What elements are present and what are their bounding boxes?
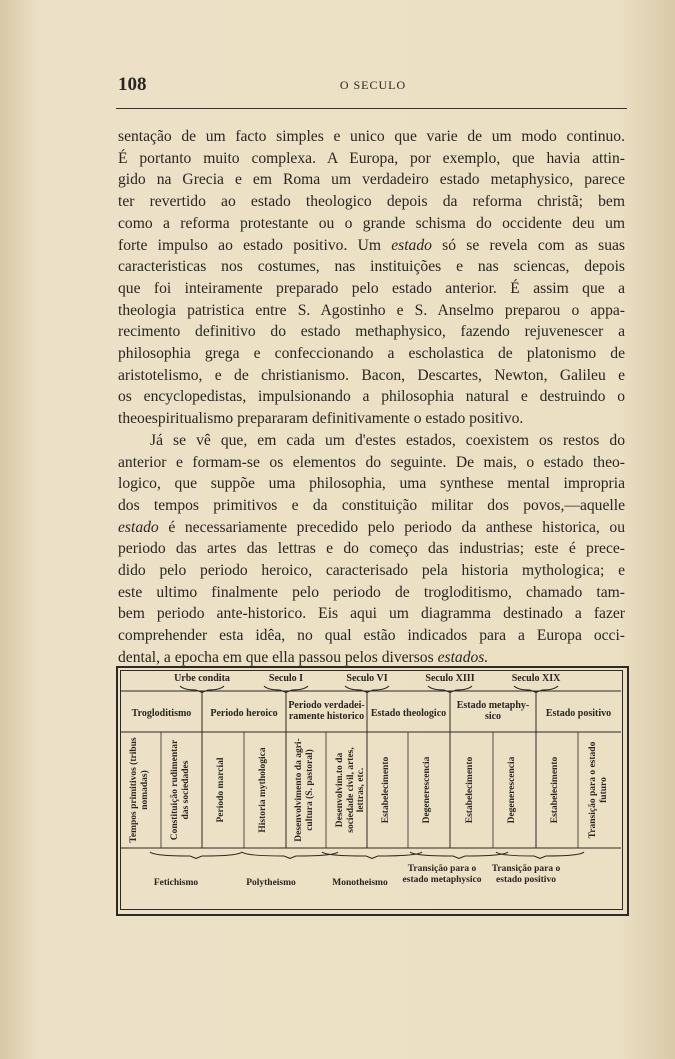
column-label: Tempos primitivos (tribus nomadas) [129, 737, 150, 843]
text-line: estado é necessariamente precedido pelo periodo da anthese historica, ou [118, 518, 625, 536]
text-line: logico, que suppõe uma philosophia, uma synthese mental impropria [118, 475, 625, 493]
period-header: Periodo heroico [210, 708, 278, 719]
period-header: Estado theologico [370, 708, 447, 719]
diagram-brace [150, 852, 242, 858]
column-label: Transição para o estado futuro [588, 741, 609, 839]
top-marker: Seculo VI [346, 673, 388, 684]
text-line: recimento definitivo do estado methaphysico, fazendo rejuvenescer a [118, 323, 625, 341]
text-line: philosophia grega e confeccionando a escholastica de platonismo de [118, 345, 625, 363]
text-line: aristotelismo, e de christianismo. Bacon, Descartes, Newton, Galileu e [118, 366, 625, 384]
history-diagram [116, 666, 629, 916]
column-label: Historia mythologica [258, 747, 268, 833]
column-label: Estabelecimento [465, 756, 475, 824]
text-line: os encyclopedistas, impulsionando a philosophia natural e destruindo o [118, 388, 625, 406]
period-header: Trogloditismo [131, 708, 192, 719]
bottom-label: Monotheismo [332, 878, 388, 888]
emphasis: estado [391, 236, 432, 254]
bottom-label: Transição para o estado positivo [491, 864, 561, 885]
top-marker: Seculo XIX [511, 673, 561, 684]
column-label: Estabelecimento [381, 756, 391, 824]
top-marker: Urbe condita [174, 673, 230, 684]
column-label: Constituição rudimentar das sociedades [170, 739, 191, 841]
bottom-label: Transição para o estado metaphysico [402, 864, 482, 885]
text-line: que foi inteiramente preparado pelo estado anterior. É assim que a [118, 279, 625, 297]
text-line: gido na Grecia e em Roma um verdadeiro estado metaphysico, parece [118, 171, 625, 189]
text-line: este ultimo finalmente pelo periodo de trogloditismo, chamado tam- [118, 583, 625, 601]
text-line: ter revertido ao estado theologico depois da reforma christã; bem [118, 193, 625, 211]
paragraph-2 [118, 430, 625, 669]
column-label: Degenerescencia [422, 756, 432, 824]
text-line: theoespiritualismo prepararam definitivamente o estado positivo. [118, 410, 524, 428]
top-marker: Seculo XIII [425, 673, 475, 684]
page-header [118, 74, 628, 94]
column-label: Desenvolvimento da agri-cultura (S. pastoral) [294, 738, 315, 842]
bottom-label: Fetichismo [153, 878, 199, 888]
column-label: Desenvolvim.to da sociedade civil, artes, lettras, etc. [335, 747, 366, 833]
period-header: Estado metaphy- sico [456, 700, 530, 722]
diagram-brace [410, 852, 508, 858]
text-line: dos tempos primitivos e da constituição militar dos povos,—aquelle [118, 496, 625, 514]
text-line: bem periodo ante-historico. Eis aqui um diagramma destinado a fazer [118, 605, 625, 623]
text-line: anterior e formam-se os elementos do seguinte. De mais, o estado theo- [118, 453, 625, 471]
emphasis: estado [118, 518, 159, 536]
text-line: dido pelo periodo heroico, caracterisado pela historia mythologica; e [118, 562, 625, 580]
bottom-label: Polytheismo [246, 878, 296, 888]
column-label: Estabelecimento [550, 756, 560, 824]
column-label: Degenerescencia [507, 756, 517, 824]
period-header: Periodo verdadei- ramente historico [288, 700, 365, 722]
body-text [118, 126, 625, 669]
text-line: caracteristicas nos costumes, nas instituições e nas sciencas, depois [118, 258, 625, 276]
text-line: comprehender esta idêa, no qual estão indicados para a Europa occi- [118, 627, 625, 645]
column-label: Periodo marcial [216, 757, 226, 823]
paragraph-1 [118, 126, 625, 430]
period-header: Estado positivo [545, 708, 612, 719]
diagram-brace [496, 852, 584, 858]
page-number: 108 [118, 74, 147, 95]
text-line: forte impulso ao estado positivo. Um estado só se revela com as suas [118, 236, 625, 254]
text-line: theologia patristica entre S. Agostinho e S. Anselmo preparou o appa- [118, 301, 625, 319]
text-line: Já se vê que, em cada um d'estes estados, coexistem os restos do [150, 431, 625, 449]
text-line: periodo das artes das lettras e do começo das industrias; este é prece- [118, 540, 625, 558]
emphasis: estados. [437, 648, 489, 666]
header-rule [116, 108, 627, 109]
running-title: O SECULO [339, 78, 407, 92]
top-marker: Seculo I [268, 673, 304, 684]
text-line: sentação de um facto simples e unico que varie de um modo continuo. [118, 128, 625, 145]
text-line: dental, a epocha em que ella passou pelos diversos estados. [118, 648, 489, 666]
text-line: É portanto muito complexa. A Europa, por exemplo, que havia attin- [118, 149, 625, 167]
text-line: como a reforma protestante ou o grande schisma do occidente deu um [118, 214, 625, 232]
